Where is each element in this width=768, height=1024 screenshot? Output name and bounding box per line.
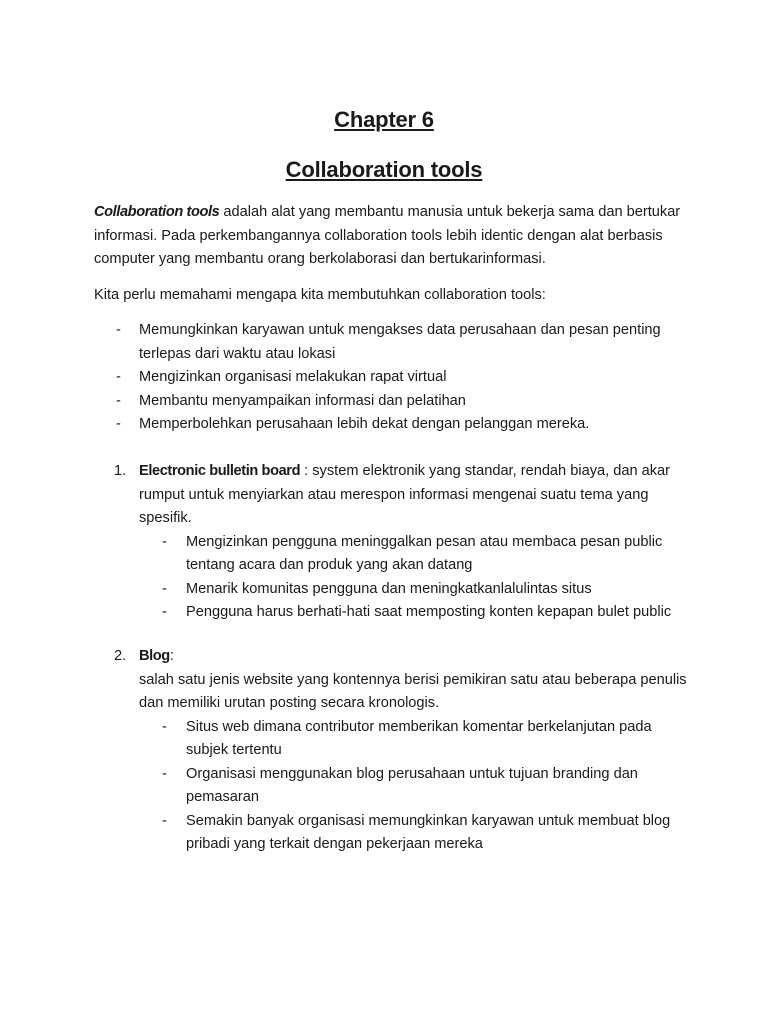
list-item [94,413,694,437]
list-item-text: Semakin banyak organisasi memungkinkan karyawan untuk membuat blog pribadi yang terkait dengan pekerjaan mereka [186,812,671,852]
intro-paragraph [94,201,694,272]
dash-bullet: - [162,533,167,550]
list-item-text: Pengguna harus berhati-hati saat memposting konten kepapan bulet public [186,604,672,620]
dash-bullet: - [162,604,167,620]
section-title: Collaboration tools [285,157,483,182]
section-text: : system elektronik yang standar, rendah biaya, dan akar rumput untuk menyiarkan atau merespon informasi mengenai suatu tema yang spesifik. [139,463,671,526]
list-item-text: Menarik komunitas pengguna dan meningkatkanlalulintas situs [186,580,592,597]
list-item [94,390,694,414]
reasons-list [94,319,694,437]
list-item [94,366,694,390]
section-term: Electronic bulletin board [139,463,301,479]
list-item [94,810,694,857]
list-item-text: Membantu menyampaikan informasi dan pelatihan [139,392,466,409]
section-number: 1. [114,463,127,479]
section-number: 2. [114,648,127,664]
section-heading [94,460,694,531]
section-sub-list [94,531,694,625]
dash-bullet: - [162,718,167,735]
list-item [94,531,694,578]
list-item-text: Situs web dimana contributor memberikan komentar berkelanjutan pada subjek tertentu [186,718,652,758]
question-paragraph: Kita perlu memahami mengapa kita membutuhkan collaboration tools: [94,287,546,303]
section-text: : [169,648,174,664]
list-item-text: Mengizinkan organisasi melakukan rapat virtual [139,369,447,385]
section-sub-list [94,716,694,857]
list-item-text: Memperbolehkan perusahaan lebih dekat dengan pelanggan mereka. [139,416,590,432]
section-term: Blog [139,648,170,664]
section-continuation: salah satu jenis website yang kontennya berisi pemikiran satu atau beberapa penulis dan memiliki urutan posting secara kronologis. [139,671,687,711]
section-heading [94,645,694,669]
chapter-title: Chapter 6 [334,107,434,132]
dash-bullet: - [116,322,121,338]
list-item [94,601,694,625]
intro-text: adalah alat yang membantu manusia untuk bekerja sama dan bertukar informasi. Pada perkembangannya collaboration tools lebih identic dengan alat berbasis computer yang membantu orang berkolaborasi dan bertukarinformasi. [94,204,681,267]
section-electronic-bulletin-board [94,460,694,625]
intro-term: Collaboration tools [94,204,220,220]
dash-bullet: - [116,369,121,385]
list-item [94,763,694,810]
list-item [94,716,694,763]
dash-bullet: - [162,812,167,829]
list-item-text: Mengizinkan pengguna meninggalkan pesan atau membaca pesan public tentang acara dan produk yang akan datang [186,533,663,573]
dash-bullet: - [116,416,121,432]
dash-bullet: - [116,392,121,409]
dash-bullet: - [162,580,167,597]
dash-bullet: - [162,765,167,782]
list-item-text: Memungkinkan karyawan untuk mengakses data perusahaan dan pesan penting terlepas dari waktu atau lokasi [139,322,661,362]
list-item [94,578,694,602]
list-item-text: Organisasi menggunakan blog perusahaan untuk tujuan branding dan pemasaran [186,765,638,805]
section-blog [94,645,694,857]
list-item [94,319,694,366]
